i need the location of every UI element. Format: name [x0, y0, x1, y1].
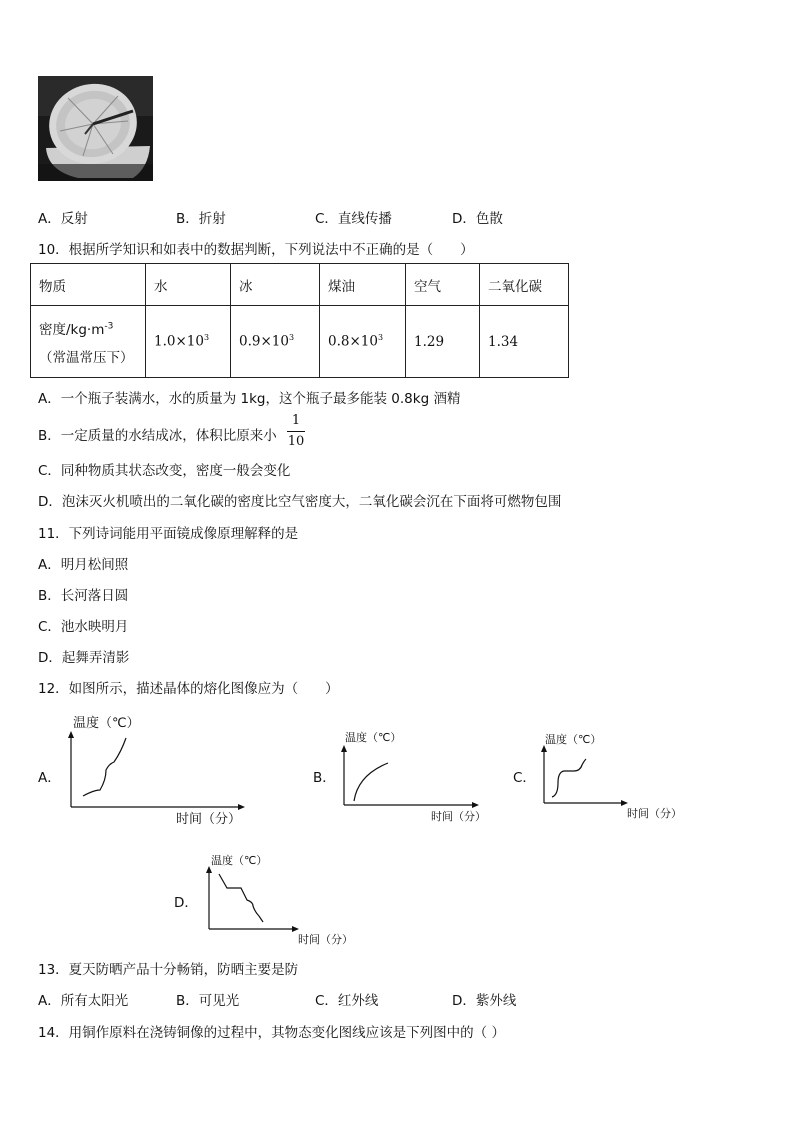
graph-b-xlabel: 时间（分）: [431, 810, 486, 823]
q11-option-a: A．明月松间照: [38, 557, 129, 573]
value-co2: 1.34: [480, 306, 569, 378]
graph-d-label: D．: [174, 895, 198, 911]
value-ice: $0.9\times 10^3$: [231, 306, 320, 378]
value-air: 1.29: [406, 306, 480, 378]
graph-d-ylabel: 温度（℃）: [211, 854, 268, 867]
graph-c-ylabel: 温度（℃）: [545, 733, 602, 746]
q9-option-c: C．直线传播: [315, 211, 392, 227]
graph-a-ylabel: 温度（℃）: [73, 716, 140, 731]
density-table: [30, 263, 569, 378]
header-water: 水: [146, 264, 231, 306]
sundial-photo: [38, 76, 153, 181]
q10-option-c: C．同种物质其状态改变，密度一般会变化: [38, 463, 291, 479]
graph-a: [66, 710, 256, 830]
q13-option-a: A．所有太阳光: [38, 993, 129, 1009]
density-unit-exponent: -3: [104, 321, 114, 331]
q10-stem: 10．根据所学知识和如表中的数据判断，下列说法中不正确的是（ ）: [38, 242, 474, 258]
graph-a-xlabel: 时间（分）: [176, 812, 242, 827]
q11-option-c: C．池水映明月: [38, 619, 129, 635]
q9-option-b: B．折射: [176, 211, 226, 227]
q10-option-a: A．一个瓶子装满水，水的质量为 1kg，这个瓶子最多能装 0.8kg 酒精: [38, 391, 461, 407]
fraction-one-tenth: [287, 413, 305, 450]
condition-note: （常温常压下）: [39, 349, 134, 366]
graph-b-label: B．: [313, 770, 336, 786]
graph-b-curve: [354, 763, 388, 801]
graph-c-curve: [552, 759, 586, 797]
row-label-density: [31, 306, 146, 378]
header-substance: 物质: [31, 264, 146, 306]
fraction-denominator: 10: [287, 434, 305, 449]
header-co2: 二氧化碳: [480, 264, 569, 306]
graph-c-label: C．: [513, 770, 536, 786]
graph-d: [205, 850, 365, 950]
graph-a-curve: [83, 738, 126, 796]
value-kerosene: $0.8\times 10^3$: [320, 306, 406, 378]
fraction-numerator: 1: [291, 413, 301, 428]
header-kerosene: 煤油: [320, 264, 406, 306]
q13-stem: 13．夏天防晒产品十分畅销，防晒主要是防: [38, 962, 299, 978]
q13-option-b: B．可见光: [176, 993, 240, 1009]
q11-option-b: B．长河落日圆: [38, 588, 129, 604]
header-air: 空气: [406, 264, 480, 306]
q10-option-b: B．一定质量的水结成冰，体积比原来小: [38, 428, 277, 444]
graph-a-label: A．: [38, 770, 61, 786]
q12-stem: 12．如图所示，描述晶体的熔化图像应为（ ）: [38, 681, 339, 697]
graph-d-curve: [219, 874, 263, 922]
q10-option-d: D．泡沫灭火机喷出的二氧化碳的密度比空气密度大，二氧化碳会沉在下面将可燃物包围: [38, 494, 562, 510]
graph-b: [340, 727, 500, 827]
graph-d-xlabel: 时间（分）: [298, 933, 353, 946]
q11-stem: 11．下列诗词能用平面镜成像原理解释的是: [38, 526, 299, 542]
graph-c-xlabel: 时间（分）: [627, 807, 682, 820]
graph-c: [540, 729, 700, 824]
density-table-header-row: [31, 264, 569, 306]
q13-option-d: D．紫外线: [452, 993, 517, 1009]
header-ice: 冰: [231, 264, 320, 306]
density-unit: 密度/kg·m: [39, 321, 105, 338]
q9-option-d: D．色散: [452, 211, 503, 227]
q9-option-a: A．反射: [38, 211, 88, 227]
density-table-value-row: [31, 306, 569, 378]
graph-b-ylabel: 温度（℃）: [345, 731, 402, 744]
q11-option-d: D．起舞弄清影: [38, 650, 130, 666]
value-water: $1.0\times 10^3$: [146, 306, 231, 378]
q13-option-c: C．红外线: [315, 993, 379, 1009]
q14-stem: 14．用铜作原料在浇铸铜像的过程中，其物态变化图线应该是下列图中的（ ）: [38, 1025, 505, 1041]
